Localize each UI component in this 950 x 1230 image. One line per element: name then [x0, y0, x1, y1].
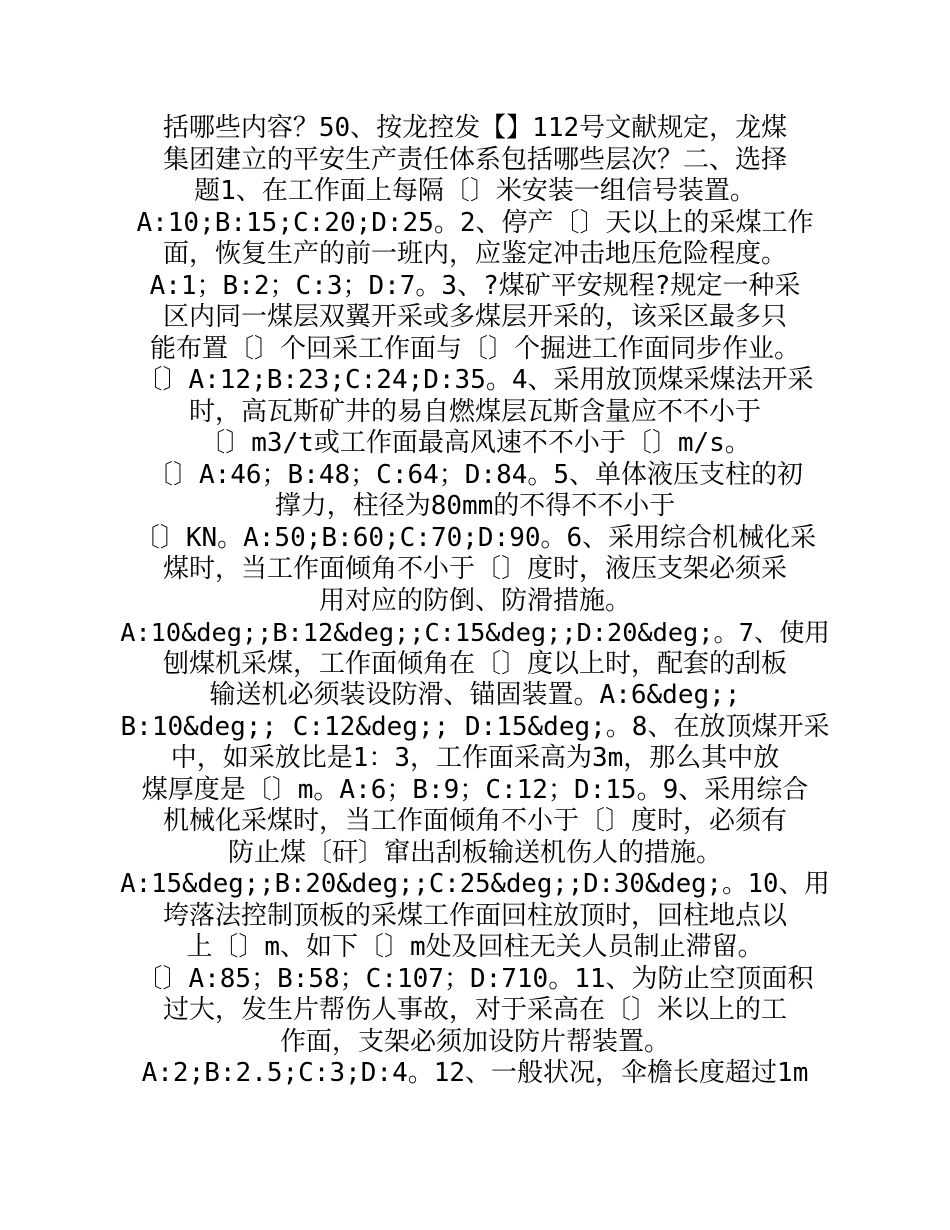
text-line: 题1、在工作面上每隔〔〕米安装一组信号装置。	[194, 176, 756, 206]
text-line: 煤时，当工作面倾角不小于〔〕度时，液压支架必须采	[162, 554, 787, 584]
document-body-text	[120, 113, 830, 1090]
text-line: 过大，发生片帮伤人事故，对于采高在〔〕米以上的工	[162, 995, 787, 1025]
text-line: 作面，支架必须加设防片帮装置。	[279, 1026, 670, 1057]
text-line: 〔〕m3/t或工作面最高风速不不小于〔〕m/s。	[199, 428, 751, 458]
text-line: 用对应的防倒、防滑措施。	[318, 585, 631, 616]
text-line: 面，恢复生产的前一班内，应鉴定冲击地压危险程度。	[162, 239, 787, 269]
text-line: 〔〕A:12;B:23;C:24;D:35。4、采用放顶煤采煤法开采	[136, 365, 814, 395]
text-line: 括哪些内容？50、按龙控发【】112号文献规定，龙煤	[162, 113, 788, 143]
text-line: 撑力，柱径为80mm的不得不不小于	[274, 491, 676, 521]
text-line: A:2;B:2.5;C:3;D:4。12、一般状况，伞檐长度超过1m	[141, 1058, 809, 1088]
text-line: B:10&deg;; C:12&deg;; D:15&deg;。8、在放顶煤开采	[120, 711, 830, 742]
text-line: 〔〕A:46；B:48；C:64；D:84。5、单体液压支柱的初	[146, 459, 804, 490]
text-line: 机械化采煤时，当工作面倾角不小于〔〕度时，必须有	[162, 806, 787, 836]
text-line: 上〔〕m、如下〔〕m处及回柱无关人员制止滞留。	[186, 932, 764, 962]
text-line: 垮落法控制顶板的采煤工作面回柱放顶时，回柱地点以	[162, 900, 787, 931]
text-line: A:15&deg;;B:20&deg;;C:25&deg;;D:30&deg;。10、用	[120, 869, 830, 899]
text-line: 集团建立的平安生产责任体系包括哪些层次？二、选择	[162, 144, 787, 175]
text-line: 输送机必须装设防滑、锚固装置。A:6&deg;;	[209, 680, 741, 710]
text-line: 能布置〔〕个回采工作面与〔〕个掘进工作面同步作业。	[149, 333, 800, 364]
text-line: 刨煤机采煤，工作面倾角在〔〕度以上时，配套的刮板	[162, 648, 787, 679]
text-line: A:1；B:2；C:3；D:7。3、?煤矿平安规程?规定一种采	[149, 270, 801, 301]
text-line: 〔〕A:85；B:58；C:107；D:710。11、为防止空顶面积	[136, 963, 814, 994]
text-line: A:10&deg;;B:12&deg;;C:15&deg;;D:20&deg;。7、使用	[120, 618, 830, 647]
text-line: 中，如采放比是1：3，工作面采高为3m，那么其中放	[170, 743, 780, 773]
text-line: 区内同一煤层双翼开采或多煤层开采的，该采区最多只	[162, 302, 787, 332]
text-line: 〔〕KN。A:50;B:60;C:70;D:90。6、采用综合机械化采	[133, 522, 817, 553]
text-line: 时，高瓦斯矿井的易自燃煤层瓦斯含量应不不小于	[188, 396, 761, 427]
text-line: 防止煤〔矸〕窜出刮板输送机伤人的措施。	[227, 837, 722, 868]
text-line: A:10;B:15;C:20;D:25。2、停产〔〕天以上的采煤工作	[136, 207, 814, 238]
text-line: 煤厚度是〔〕m。A:6；B:9；C:12；D:15。9、采用综合	[141, 774, 809, 805]
